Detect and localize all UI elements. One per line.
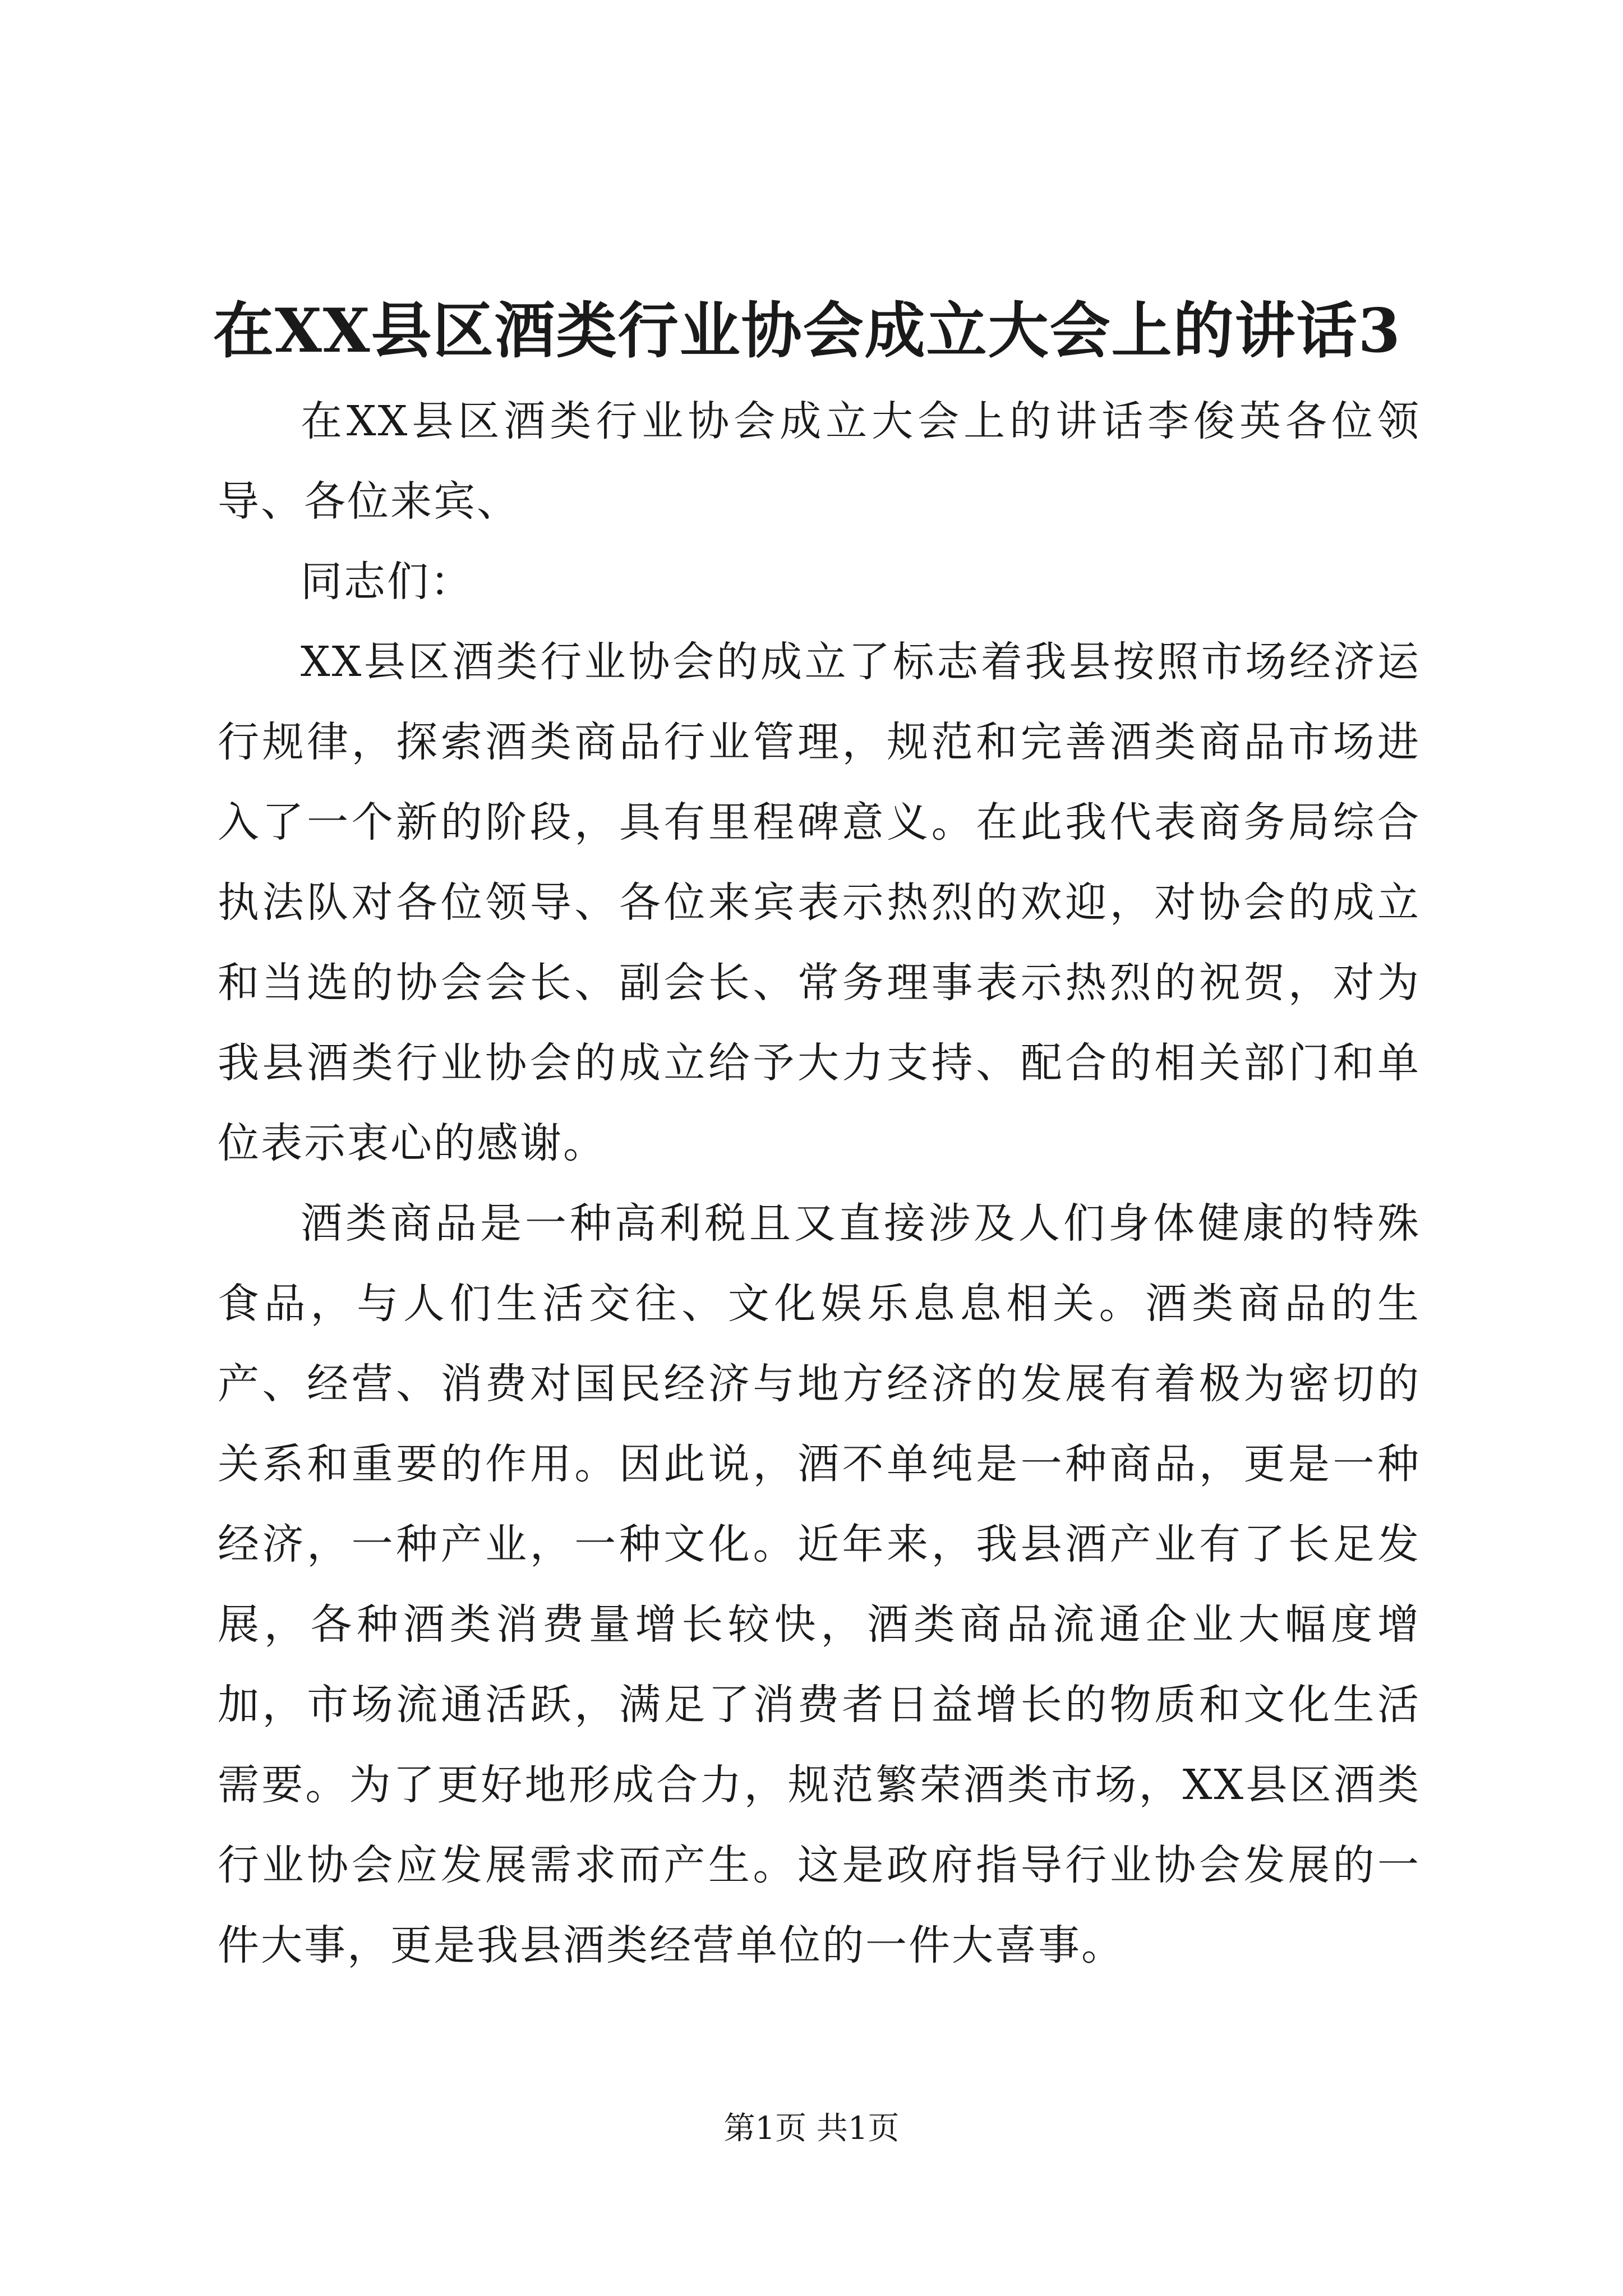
paragraph-opening: 在XX县区酒类行业协会成立大会上的讲话李俊英各位领导、各位来宾、	[218, 397, 1421, 526]
document-body	[218, 381, 1421, 1986]
paragraph-congratulation: XX县区酒类行业协会的成立了标志着我县按照市场经济运行规律，探索酒类商品行业管理，规范和完善酒类商品市场进入了一个新的阶段，具有里程碑意义。在此我代表商务局综合执法队对各位领导、各位来宾表示热烈的欢迎，对协会的成立和当选的协会会长、副会长、常务理事表示热烈的祝贺，对为我县酒类行业协会的成立给予大力支持、配合的相关部门和单位表示衷心的感谢。	[218, 638, 1421, 1167]
paragraph-salutation: 同志们：	[301, 558, 473, 606]
document-title: 在XX县区酒类行业协会成立大会上的讲话3	[213, 296, 1401, 366]
paragraph-industry: 酒类商品是一种高利税且又直接涉及人们身体健康的特殊食品，与人们生活交往、文化娱乐息息相关。酒类商品的生产、经营、消费对国民经济与地方经济的发展有着极为密切的关系和重要的作用。因此说，酒不单纯是一种商品，更是一种经济，一种产业，一种文化。近年来，我县酒产业有了长足发展，各种酒类消费量增长较快，酒类商品流通企业大幅度增加，市场流通活跃，满足了消费者日益增长的物质和文化生活需要。为了更好地形成合力，规范繁荣酒类市场，XX县区酒类行业协会应发展需求而产生。这是政府指导行业协会发展的一件大事，更是我县酒类经营单位的一件大喜事。	[218, 1199, 1421, 1970]
page-footer: 第1页 共1页	[723, 2110, 900, 2147]
